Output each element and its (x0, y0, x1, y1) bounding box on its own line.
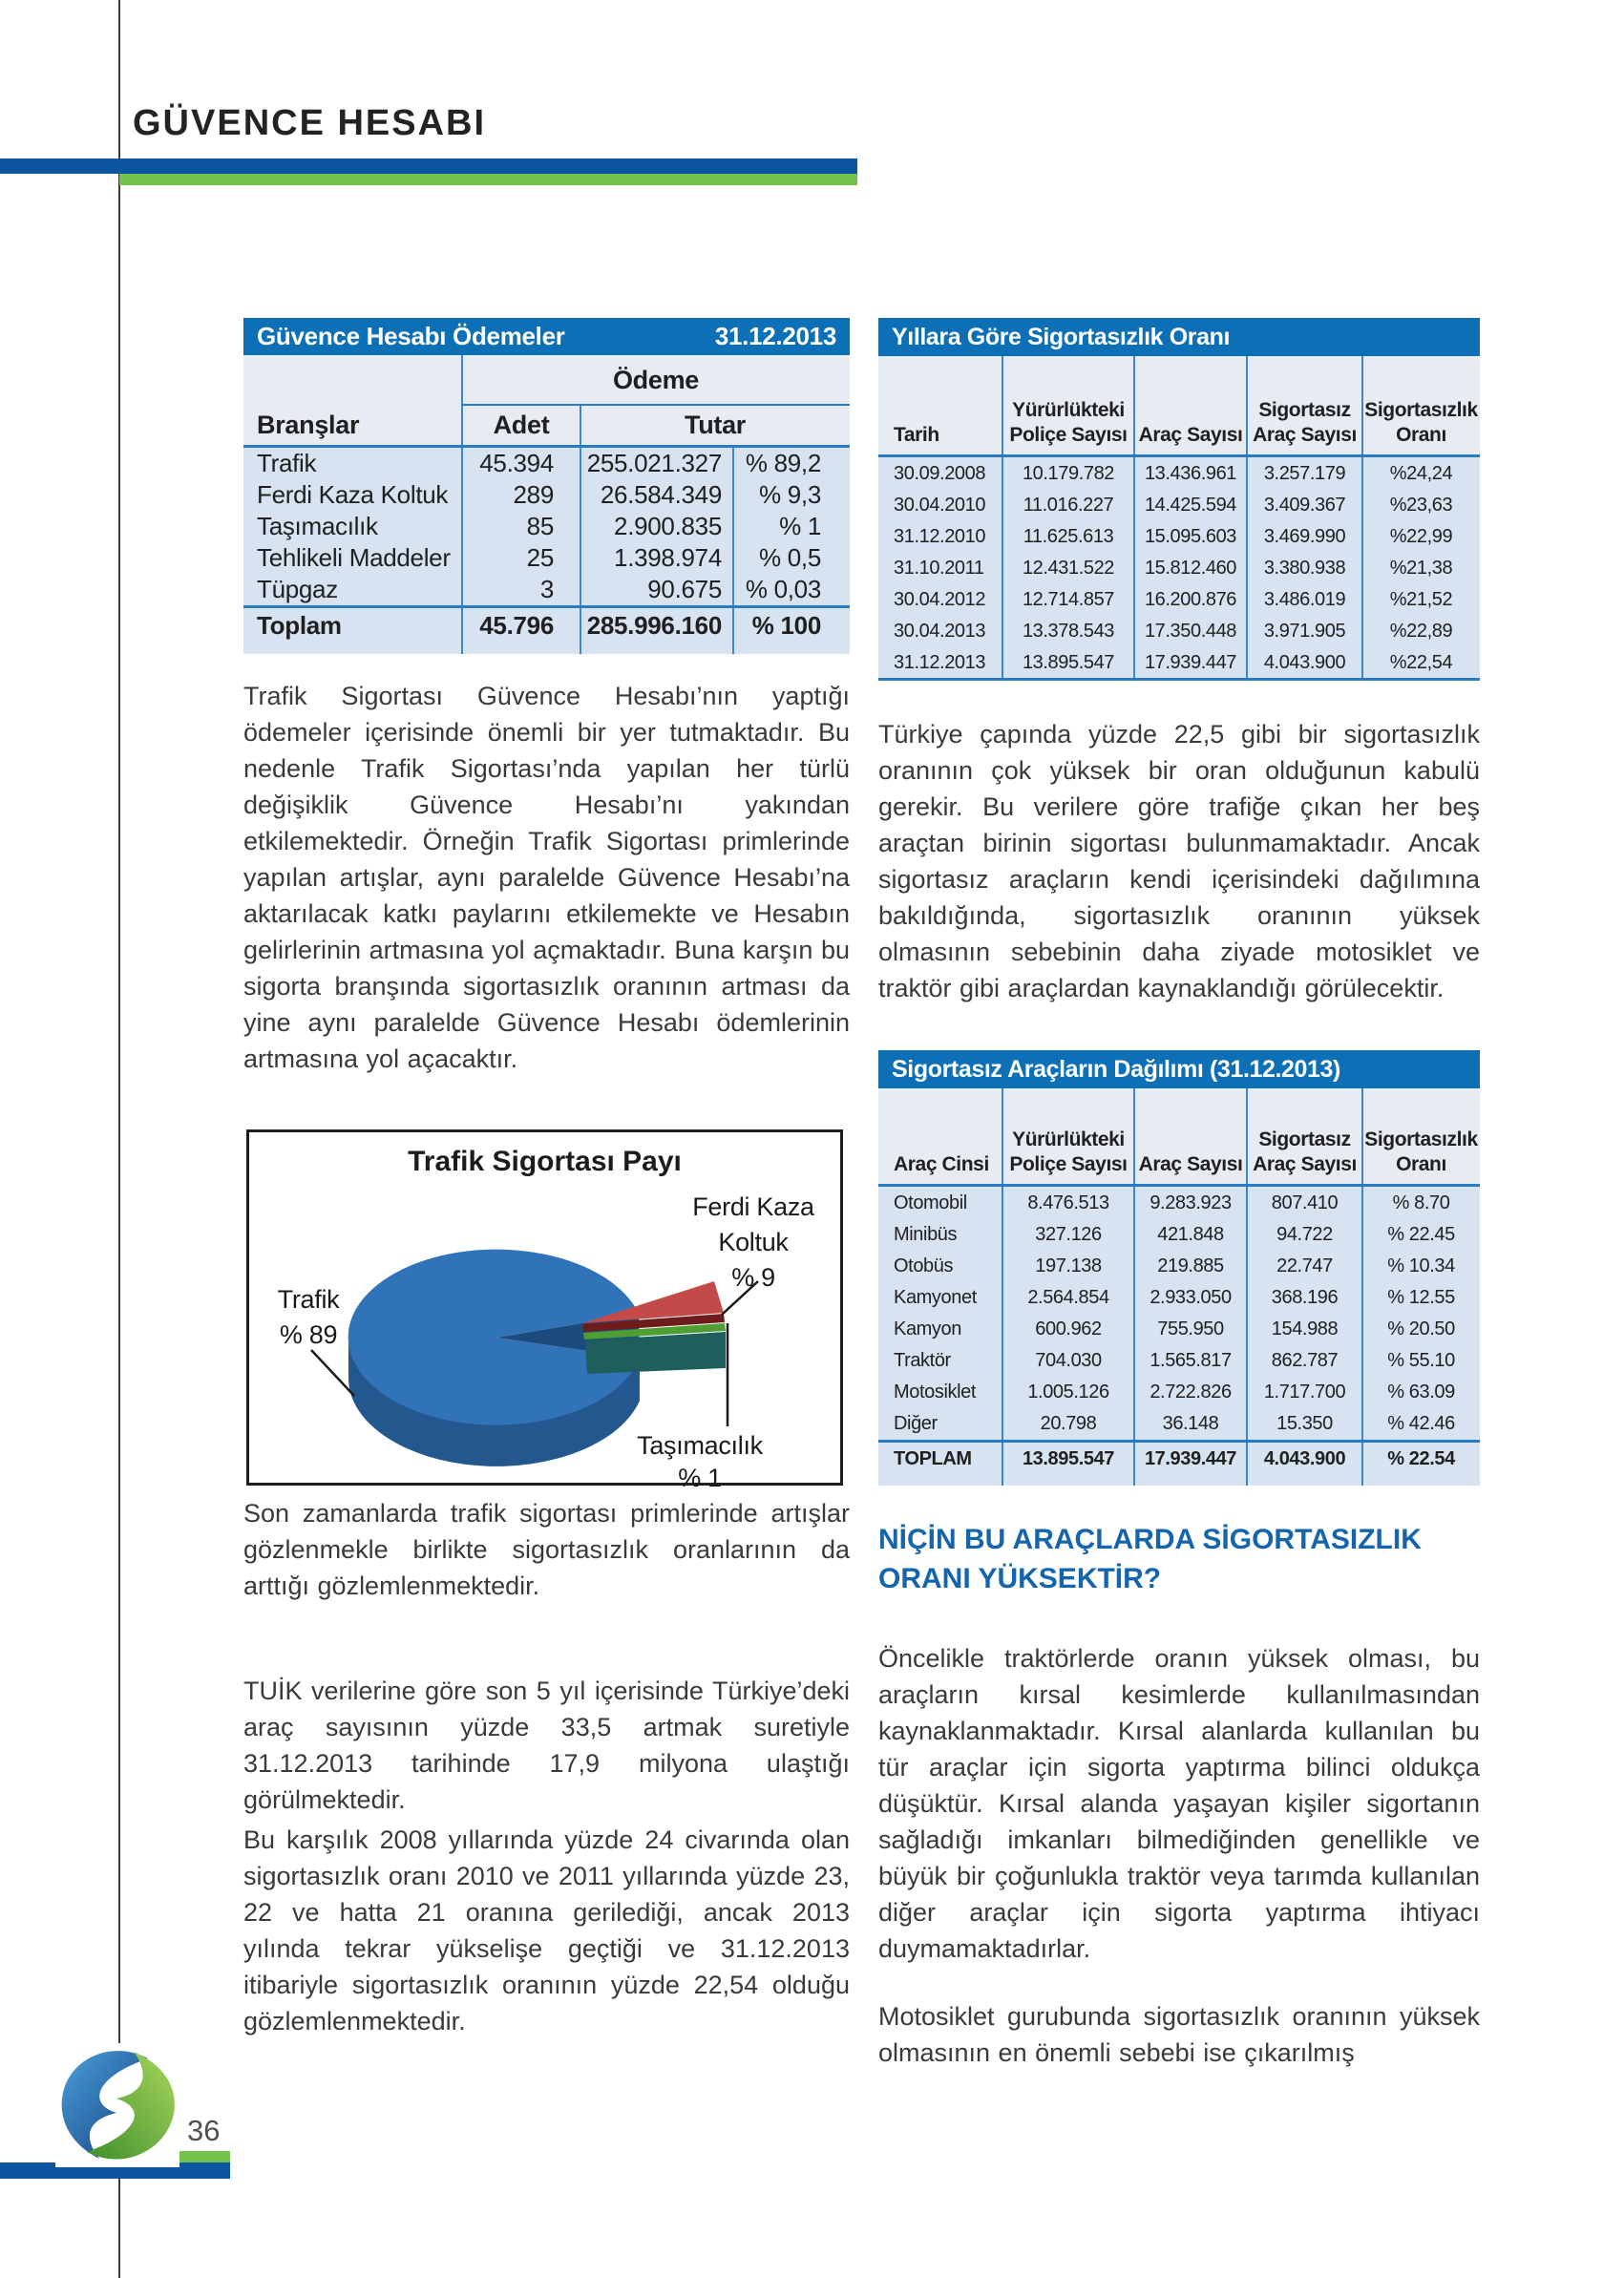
page-title: GÜVENCE HESABI (133, 103, 487, 143)
sphere-logo-icon (55, 2043, 179, 2167)
table-cell: 421.848 (1157, 1224, 1224, 1245)
table-cell: % 55.10 (1387, 1350, 1455, 1371)
table-cell: 4.043.900 (1263, 1448, 1346, 1469)
table-cell: 1.005.126 (1027, 1382, 1109, 1403)
group-header: Ödeme (612, 366, 700, 394)
table-cell: Taşımacılık (257, 512, 378, 540)
table-cell: %21,38 (1389, 558, 1453, 579)
table-cell: %23,63 (1389, 495, 1453, 516)
table-cell: Tehlikeli Maddeler (257, 543, 451, 572)
table-cell: % 9,3 (759, 480, 821, 509)
column-divider (1002, 356, 1003, 681)
table-cell: Kamyonet (894, 1287, 977, 1308)
table-cell: Minibüs (894, 1224, 958, 1245)
column-divider (1246, 1088, 1248, 1486)
years-table (878, 318, 1480, 681)
paragraph-left-3: TUİK verilerine göre son 5 yıl içerisinde Türkiye’deki araç sayısının yüzde 33,5 artmak suretiyle 31.12.2013 tarihinde 17,9 milyona ulaştığı görülmektedir. (243, 1677, 850, 1814)
table-cell: 2.933.050 (1149, 1287, 1232, 1308)
table-cell: 600.962 (1035, 1318, 1102, 1339)
table-cell: % 89,2 (745, 449, 821, 477)
column-divider (1002, 1088, 1003, 1486)
header-green-bar (119, 174, 857, 185)
table-cell: 13.378.543 (1022, 621, 1115, 642)
table-row (878, 1377, 1480, 1408)
group-header-rule (462, 404, 850, 406)
table-row (878, 1219, 1480, 1251)
column-header: Yürürlükteki Poliçe Sayısı (1009, 399, 1128, 446)
table-cell: Otomobil (894, 1192, 967, 1213)
table-cell: 9.283.923 (1149, 1192, 1232, 1213)
table-cell: 94.722 (1276, 1224, 1333, 1245)
table-cell: 17.939.447 (1144, 652, 1237, 673)
table-cell: 368.196 (1271, 1287, 1339, 1308)
header-blue-bar (0, 158, 857, 174)
table-cell: 16.200.876 (1144, 589, 1237, 610)
table-row (878, 1282, 1480, 1314)
table-cell: 1.398.974 (614, 543, 722, 572)
distribution-table (878, 1050, 1480, 1486)
table-row (243, 479, 850, 511)
table-cell: Otobüs (894, 1255, 954, 1276)
total-rule (243, 605, 850, 608)
table-cell: 90.675 (647, 575, 722, 603)
table-cell: % 20.50 (1387, 1318, 1455, 1339)
table-cell: 26.584.349 (600, 480, 722, 509)
table-total-row (243, 605, 850, 645)
table-cell: 327.126 (1035, 1224, 1102, 1245)
table-cell: % 0,03 (745, 575, 821, 603)
table-row (878, 553, 1480, 584)
table-cell: 3.380.938 (1263, 558, 1346, 579)
table-row (878, 1251, 1480, 1282)
table-cell: Trafik (257, 449, 317, 477)
footer-green-bar (175, 2151, 230, 2162)
table-cell: 45.394 (479, 449, 554, 477)
column-divider (1246, 356, 1248, 681)
table-cell: % 12.55 (1387, 1287, 1455, 1308)
table-cell: 17.350.448 (1144, 621, 1237, 642)
header-rule (878, 454, 1480, 457)
table-cell: 755.950 (1157, 1318, 1224, 1339)
table-cell: % 63.09 (1387, 1382, 1455, 1403)
table-cell: 2.900.835 (614, 512, 722, 540)
table-cell: 255.021.327 (586, 449, 722, 477)
table-cell: 8.476.513 (1027, 1192, 1109, 1213)
table-cell: 3.257.179 (1263, 463, 1346, 484)
table-cell: 10.179.782 (1022, 463, 1115, 484)
table-cell: Traktör (894, 1350, 951, 1371)
table-cell: 30.04.2012 (894, 589, 986, 610)
table-cell: 30.09.2008 (894, 463, 986, 484)
table-row (243, 511, 850, 542)
table-row (878, 647, 1480, 679)
years-table-title: Yıllara Göre Sigortasızlık Oranı (892, 323, 1230, 350)
column-divider (1361, 1088, 1363, 1486)
table-row (243, 574, 850, 605)
column-header: Yürürlükteki Poliçe Sayısı (1009, 1128, 1128, 1175)
table-cell: 30.04.2010 (894, 495, 986, 516)
table-cell: 14.425.594 (1144, 495, 1237, 516)
table-cell: 219.885 (1157, 1255, 1224, 1276)
table-cell: 25 (526, 543, 554, 572)
table-cell: % 10.34 (1387, 1255, 1455, 1276)
table-cell: 85 (526, 512, 554, 540)
column-header: Sigortasızlık Oranı (1364, 399, 1478, 446)
table-cell: 3.409.367 (1263, 495, 1346, 516)
table-cell: 1.717.700 (1263, 1382, 1346, 1403)
table-cell: 36.148 (1162, 1413, 1219, 1434)
table-cell: 12.714.857 (1022, 589, 1115, 610)
table-cell: Kamyon (894, 1318, 961, 1339)
table-total-row (878, 1440, 1480, 1478)
paragraph-right-2: Öncelikle traktörlerde oranın yüksek olması, bu araçların kırsal kesimlerde kullanılmasından kaynaklanmaktadır. Kırsal alanlarda kullanılan bu tür araçlar için sigorta yaptırma bilinci oldukça düşüktür. Kırsal alanda yaşayan kişiler sigortanın sağladığı imkanları bilmediğinden genellikle ve büyük bir çoğunlukla traktör veya tarımda kullanılan diğer araçlar için sigorta yaptırma ihtiyacı duymamaktadırlar. (878, 1644, 1480, 1963)
table-cell: %21,52 (1389, 589, 1453, 610)
table-row (243, 448, 850, 479)
payments-table-title: Güvence Hesabı Ödemeler (257, 322, 565, 350)
header-rule (878, 1184, 1480, 1187)
table-cell: % 22.54 (1387, 1448, 1455, 1469)
table-row (878, 1314, 1480, 1345)
column-divider (580, 405, 581, 654)
table-cell: 12.431.522 (1022, 558, 1115, 579)
table-row (878, 1345, 1480, 1377)
table-cell: %24,24 (1389, 463, 1453, 484)
table-cell: 15.812.460 (1144, 558, 1237, 579)
payments-table (243, 318, 850, 654)
column-divider (732, 448, 734, 654)
column-divider (1133, 1088, 1135, 1486)
chart-title: Trafik Sigortası Payı (408, 1146, 682, 1177)
table-cell: 704.030 (1035, 1350, 1102, 1371)
table-row (878, 521, 1480, 553)
table-cell: % 100 (751, 611, 821, 640)
table-cell: 1.565.817 (1149, 1350, 1232, 1371)
table-cell: 11.625.613 (1023, 526, 1114, 547)
table-row (878, 616, 1480, 647)
table-cell: % 1 (779, 512, 821, 540)
distribution-table-title: Sigortasız Araçların Dağılımı (31.12.2013) (892, 1055, 1340, 1083)
table-cell: 31.12.2010 (894, 526, 986, 547)
table-cell: 3.971.905 (1263, 621, 1346, 642)
bottom-rule (878, 678, 1480, 681)
column-header: Tutar (685, 411, 746, 439)
table-cell: Motosiklet (894, 1382, 977, 1403)
column-header: Branşlar (257, 411, 360, 439)
table-cell: 20.798 (1040, 1413, 1097, 1434)
table-cell: Toplam (257, 611, 342, 640)
paragraph-left-1: Trafik Sigortası Güvence Hesabı’nın yaptığı ödemeler içerisinde önemli bir yer tutmaktadır. Bu nedenle Trafik Sigortası’nda yapılan her türlü değişiklik Güvence Hesabı’nı yakından etkilemektedir. Örneğin Trafik Sigortası primlerinde yapılan artışlar, aynı paralelde Güvence Hesabı’na aktarılacak katkı paylarını etkilemekte ve Hesabın gelirlerinin artmasına yol açmaktadır. Buna karşın bu sigorta branşında sigortasızlık oranının artması da yine aynı paralelde Güvence Hesabı ödemlerinin artmasına yol açacaktır. (243, 682, 850, 1073)
table-cell: % 8.70 (1392, 1192, 1450, 1213)
table-row (878, 1408, 1480, 1440)
table-cell: 11.016.227 (1023, 495, 1114, 516)
paragraph-left-4: Bu karşılık 2008 yıllarında yüzde 24 civarında olan sigortasızlık oranı 2010 ve 2011 yıllarında yüzde 23, 22 ve hatta 21 oranına gerilediği, ancak 2013 yılında tekrar yükselişe geçtiği ve 31.12.2013 itibariyle sigortasızlık oranının yüzde 22,54 olduğu gözlemlenmektedir. (243, 1825, 850, 2035)
table-cell: 13.895.547 (1022, 652, 1115, 673)
table-row (878, 490, 1480, 521)
table-cell: 30.04.2013 (894, 621, 986, 642)
column-divider (1361, 356, 1363, 681)
table-cell: %22,99 (1389, 526, 1453, 547)
pie-label-tasimacilik: Taşımacılık % 1 (637, 1431, 763, 1492)
table-cell: 3 (539, 575, 554, 603)
pie-chart (246, 1129, 843, 1492)
column-divider (461, 355, 463, 654)
table-cell: 45.796 (479, 611, 554, 640)
table-cell: 15.095.603 (1144, 526, 1237, 547)
table-cell: 3.469.990 (1263, 526, 1346, 547)
column-header: Araç Sayısı (1138, 424, 1243, 446)
table-cell: 17.939.447 (1144, 1448, 1237, 1469)
table-cell: 4.043.900 (1263, 652, 1346, 673)
table-cell: 13.436.961 (1144, 463, 1237, 484)
table-cell: 2.722.826 (1149, 1382, 1232, 1403)
table-cell: 2.564.854 (1027, 1287, 1109, 1308)
column-header: Araç Sayısı (1138, 1153, 1243, 1175)
table-row (243, 542, 850, 574)
table-cell: 862.787 (1271, 1350, 1339, 1371)
table-cell: 3.486.019 (1263, 589, 1346, 610)
table-cell: % 42.46 (1387, 1413, 1455, 1434)
table-cell: %22,54 (1389, 652, 1453, 673)
table-cell: 807.410 (1271, 1192, 1339, 1213)
table-cell: % 22.45 (1387, 1224, 1455, 1245)
table-cell: Diğer (894, 1413, 938, 1434)
table-cell: 289 (513, 480, 554, 509)
payments-table-date: 31.12.2013 (714, 322, 836, 350)
table-cell: 15.350 (1276, 1413, 1333, 1434)
table-cell: 285.996.160 (586, 611, 722, 640)
table-cell: 31.10.2011 (894, 558, 984, 579)
table-row (878, 584, 1480, 616)
total-rule (878, 1440, 1480, 1443)
margin-rule (118, 0, 120, 2278)
table-cell: 22.747 (1276, 1255, 1333, 1276)
column-header: Adet (493, 411, 550, 439)
table-cell: Tüpgaz (257, 575, 338, 603)
table-row (878, 458, 1480, 490)
table-cell: 31.12.2013 (894, 652, 986, 673)
table-cell: TOPLAM (894, 1448, 972, 1469)
table-cell: %22,89 (1389, 621, 1453, 642)
column-header: Tarih (894, 424, 939, 446)
table-cell (243, 355, 462, 405)
table-cell: Ferdi Kaza Koltuk (257, 480, 449, 509)
pie-label-trafik: Trafik % 89 (277, 1285, 340, 1349)
column-header: Sigortasızlık Oranı (1364, 1128, 1478, 1175)
section-heading: NİÇİN BU ARAÇLARDA SİGORTASIZLIK ORANI YÜKSEKTİR? (878, 1524, 1422, 1594)
paragraph-right-3: Motosiklet gurubunda sigortasızlık oranının yüksek olmasının en önemli sebebi ise çıkarılmış (878, 2002, 1480, 2067)
leader-line-trafik (311, 1350, 354, 1396)
column-divider (1133, 356, 1135, 681)
table-cell: 197.138 (1035, 1255, 1102, 1276)
pie-label-ferdi-kaza: Ferdi Kaza Koltuk % 9 (692, 1192, 814, 1292)
table-cell: 154.988 (1271, 1318, 1339, 1339)
column-header: Araç Cinsi (894, 1153, 989, 1175)
table-cell: 13.895.547 (1022, 1448, 1115, 1469)
column-header: Sigortasız Araç Sayısı (1253, 399, 1357, 446)
column-header: Sigortasız Araç Sayısı (1253, 1128, 1357, 1175)
page-number: 36 (187, 2114, 221, 2147)
table-row (878, 1188, 1480, 1219)
header-rule (243, 445, 850, 448)
paragraph-left-2: Son zamanlarda trafik sigortası primlerinde artışlar gözlenmekle birlikte sigortasızlık oranlarının da arttığı gözlemlenmektedir. (243, 1499, 850, 1600)
table-cell: % 0,5 (759, 543, 821, 572)
paragraph-right-1: Türkiye çapında yüzde 22,5 gibi bir sigortasızlık oranının çok yüksek bir oran olduğunun kabulü gerekir. Bu verilere göre trafiğe çıkan her beş araçtan birinin sigortası bulunmamaktadır. Ancak sigortasız araçların kendi içerisindeki dağılımına bakıldığında, sigortasızlık oranının yüksek olmasının sebebinin daha ziyade motosiklet ve traktör gibi araçlardan kaynaklandığı görülecektir. (878, 720, 1480, 1002)
